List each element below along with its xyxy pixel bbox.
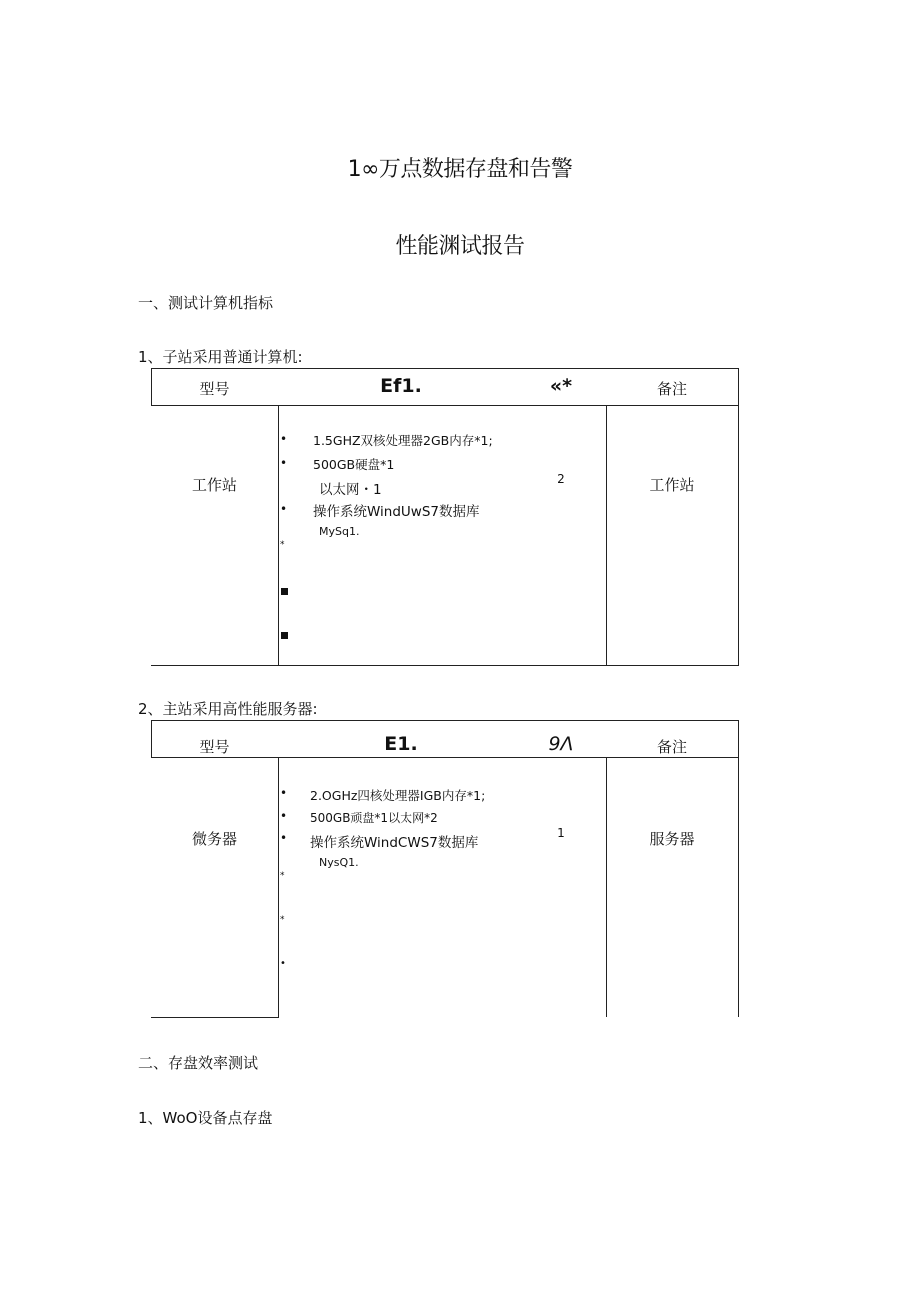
doc-title-line2: 性能渊试报告	[395, 234, 525, 259]
table-workstation	[151, 368, 739, 666]
table1-spec-line: 1.5GHZ双核处理器2GB内存*1;	[313, 433, 493, 448]
table2-header-quantity: 9Λ	[548, 733, 574, 755]
table1-header-quantity: «*	[549, 375, 573, 397]
table2-header-model: 型号	[199, 738, 230, 756]
section1-heading: 一、测试计算机指标	[138, 294, 274, 312]
table1-spec-line: MySq1.	[319, 525, 360, 538]
sub3-heading: 1、WoO设备点存盘	[138, 1109, 273, 1127]
table2-bullet: •	[280, 831, 288, 845]
table1-remark: 工作站	[649, 476, 695, 494]
table2-remark: 服务器	[649, 830, 695, 848]
table2-spec-line: NysQ1.	[319, 856, 359, 869]
table1-header-spec: Ef1.	[380, 375, 422, 397]
table1-bullet: *	[280, 540, 285, 550]
table2-header-remark: 备注	[656, 738, 687, 756]
table2-spec-line: 2.OGHz四核处理器IGB内存*1;	[310, 788, 486, 803]
table2-header-spec: E1.	[384, 733, 418, 755]
table1-spec-line: 操作系统WindUwS7数据库	[313, 504, 480, 520]
table1-model: 工作站	[191, 476, 237, 494]
table2-bullet: •	[280, 958, 286, 969]
table1-spec-line: 以太网・1	[319, 482, 382, 498]
table2-bullet: •	[280, 809, 288, 823]
table1-quantity: 2	[557, 472, 565, 486]
table2-spec-line: 操作系统WindCWS7数据库	[310, 835, 479, 851]
table1-header-model: 型号	[199, 380, 230, 398]
table2-bullet: •	[280, 786, 288, 800]
table2-bullet: *	[280, 915, 285, 925]
table2-model: 微务器	[191, 830, 237, 848]
sub1-heading: 1、子站采用普通计算机:	[138, 348, 303, 366]
sub2-heading: 2、主站采用高性能服务器:	[138, 700, 318, 718]
doc-title-line1: 1∞万点数据存盘和告警	[347, 157, 573, 182]
section2-heading: 二、存盘效率测试	[138, 1054, 259, 1072]
table1-spec-line: 500GB硬盘*1	[313, 457, 395, 472]
table1-bullet: •	[280, 502, 288, 516]
table1-bullet: •	[280, 432, 288, 446]
table2-quantity: 1	[557, 826, 565, 840]
table2-bullet: *	[280, 871, 285, 881]
table1-square-bullet	[281, 588, 288, 595]
table1-bullet: •	[280, 456, 288, 470]
table1-header-remark: 备注	[656, 380, 687, 398]
table-server	[151, 720, 739, 1018]
table1-square-bullet	[281, 632, 288, 639]
table2-spec-line: 500GB顽盘*1以太网*2	[310, 811, 438, 825]
